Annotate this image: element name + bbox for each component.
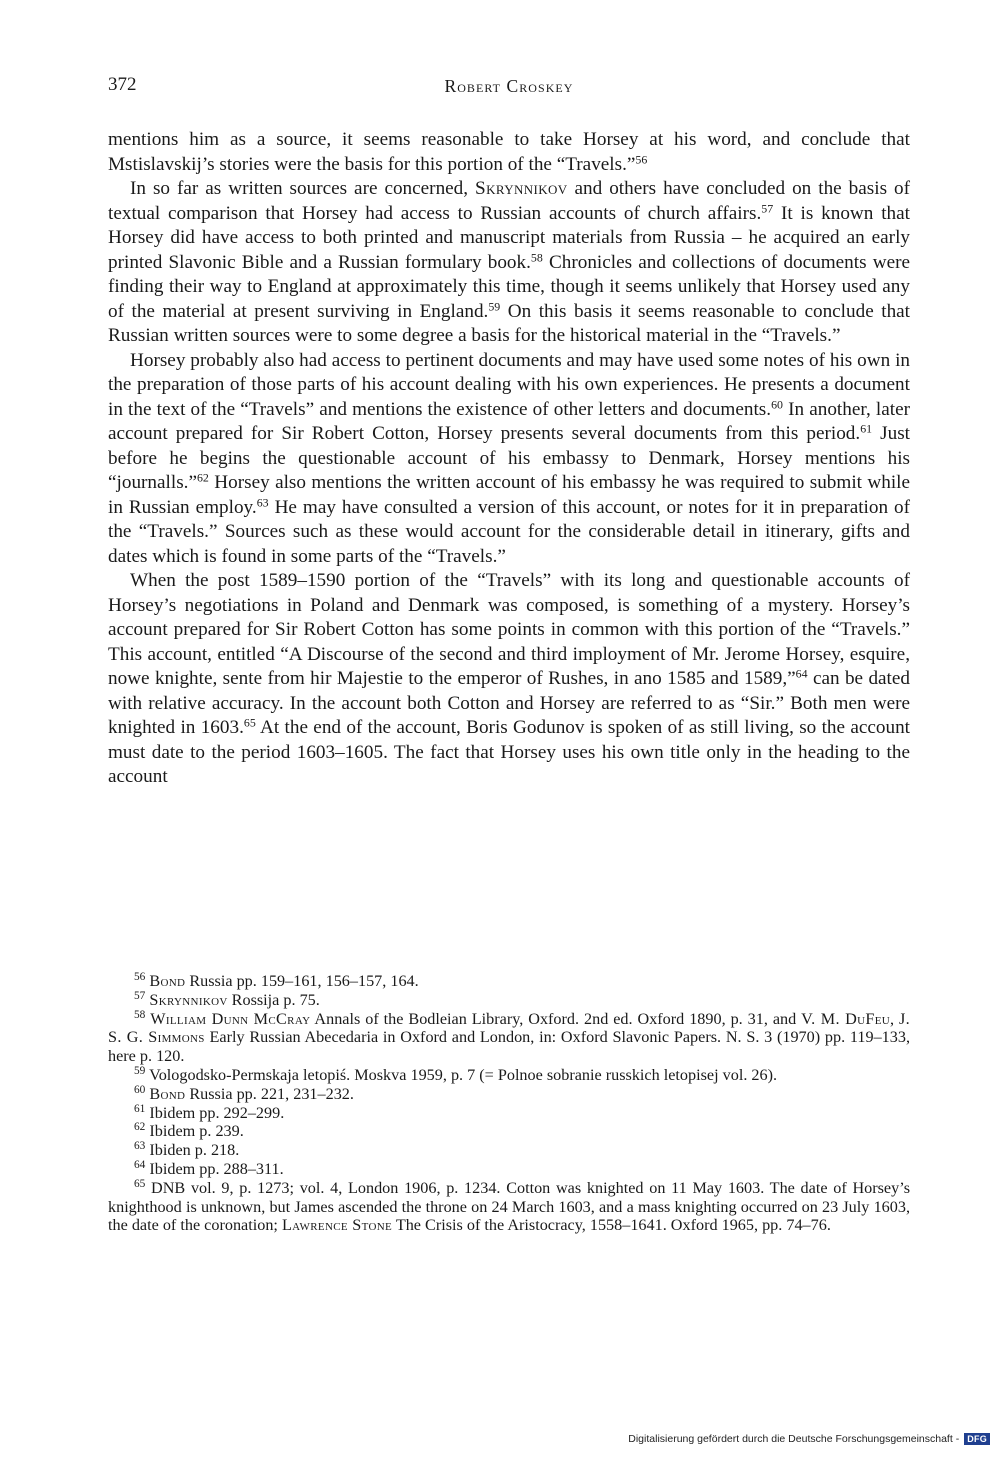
text-run: Russia pp. 159–161, 156–157, 164.	[185, 972, 419, 990]
text-run: Ibiden p. 218.	[149, 1141, 240, 1160]
footnotes	[108, 972, 910, 1235]
footnote-number: 56	[134, 970, 146, 983]
footnote-ref: 61	[860, 421, 873, 436]
footnote-number: 64	[134, 1158, 146, 1171]
footnote	[108, 1066, 910, 1085]
running-header	[108, 74, 910, 104]
text-run: Horsey also mentions the written account of his embassy he was required to submit while in Russian employ.	[108, 472, 910, 518]
text-run: Just before he begins the questionable account of his embassy to Denmark, Horsey mentions his “journalls.”	[108, 423, 911, 493]
footnote	[108, 1122, 910, 1141]
footnote-ref: 62	[196, 470, 209, 485]
running-head-title: Robert Croskey	[444, 76, 574, 96]
footnote-ref: 57	[761, 200, 774, 215]
text-run: It is known that Horsey did have access to both printed and manuscript materials from Russia – he acquired an early printed Slavonic Bible and a Russian formulary book.	[108, 202, 910, 273]
footnote-number: 57	[134, 989, 146, 1002]
text-run: Vologodsko-Permskaja letopiś. Moskva 1959, p. 7 (= Polnoe sobranie russkich letopisej vol. 26).	[149, 1065, 778, 1084]
footnote	[108, 1104, 910, 1123]
footnote-ref: 60	[771, 396, 783, 411]
paragraph	[108, 177, 910, 349]
footnote-number: 58	[134, 1008, 146, 1021]
text-run: Horsey probably also had access to pertinent documents and may have used some notes of his own in the preparation of those parts of his account dealing with his own experiences. He presents a document in the text of the “Travels” and mentions the existence of other letters and documents.	[108, 349, 910, 420]
text-run: Ibidem pp. 288–311.	[149, 1159, 284, 1178]
text-run: On this basis it seems reasonable to conclude that Russian written sources were to some degree a basis for the historical material in the “Travels.”	[108, 300, 911, 346]
footnote	[108, 1010, 910, 1066]
paragraph	[108, 128, 910, 177]
text-run: At the end of the account, Boris Godunov is spoken of as still living, so the account must date to the period 1603–1605. The fact that Horsey uses his own title only in the heading to the account	[108, 717, 910, 787]
page-number: 372	[108, 74, 137, 95]
text-run: Rossija p. 75.	[227, 990, 320, 1009]
text-run: The Crisis of the Aristocracy, 1558–1641. Oxford 1965, pp. 74–76.	[392, 1216, 831, 1235]
text-run: DNB vol. 9, p. 1273; vol. 4, London 1906, p. 1234. Cotton was knighted on 11 May 1603. The date of Horsey’s knighthood is unknown, but James ascended the throne on 24 March 1603, and a mass knighting occurred on 23 July 1603, the date of the coronation;	[108, 1178, 910, 1235]
footnote-ref: 64	[795, 666, 808, 681]
text-run: ,	[890, 1009, 900, 1028]
author-name: J. S. G. Simmons	[108, 1009, 911, 1047]
footnote-ref: 63	[256, 494, 269, 509]
author-name: V. M. DuFeu	[801, 1009, 891, 1028]
author-name: Bond	[149, 972, 186, 990]
text-run: Russia pp. 221, 231–232.	[185, 1084, 354, 1103]
footnote	[108, 972, 910, 991]
footnote-number: 65	[134, 1177, 146, 1190]
text-run: In another, later account prepared for Sir Robert Cotton, Horsey presents several documents from this period.	[108, 398, 910, 444]
text-run: can be dated with relative accuracy. In the account both Cotton and Horsey are referred to as “Sir.” Both men were knighted in 1603.	[108, 668, 910, 738]
author-name: Bond	[149, 1084, 186, 1103]
footnote	[108, 1141, 910, 1160]
text-run: Early Russian Abecedaria in Oxford and London, in: Oxford Slavonic Papers. N. S. 3 (1970) pp. 119–133, here p. 120.	[108, 1028, 910, 1066]
text-run: Ibidem p. 239.	[149, 1122, 244, 1141]
text-run: and others have concluded on the basis of textual comparison that Horsey had access to Russian accounts of church affairs.	[108, 178, 910, 224]
footnote-number: 62	[134, 1121, 146, 1134]
digitization-note: Digitalisierung gefördert durch die Deutsche Forschungsgemeinschaft -	[628, 1433, 960, 1445]
footnote-number: 61	[134, 1102, 146, 1115]
footnote-number: 59	[134, 1064, 146, 1077]
author-name: Lawrence Stone	[281, 1216, 393, 1235]
author-name: Skrynnikov	[475, 178, 568, 199]
footnote-ref: 59	[488, 298, 501, 313]
author-name: William Dunn McCray	[150, 1009, 311, 1028]
author-name: Skrynnikov	[149, 990, 228, 1009]
footnote	[108, 991, 910, 1010]
text-run: He may have consulted a version of this account, or notes for it in preparation of the “Travels.” Sources such as these would account for the considerable detail in itinerary, gifts and dates which is found in some parts of the “Travels.”	[108, 496, 911, 567]
footnote	[108, 1085, 910, 1104]
digitization-footer	[628, 1433, 990, 1445]
text-run: In so far as written sources are concerned,	[130, 178, 476, 199]
footnote-ref: 58	[530, 249, 543, 264]
paragraph	[108, 349, 910, 570]
footnote	[108, 1160, 910, 1179]
footnote-ref: 56	[635, 151, 648, 166]
footnote	[108, 1179, 910, 1235]
body-text	[108, 128, 910, 790]
footnote-ref: 65	[243, 715, 256, 730]
dfg-logo: DFG	[964, 1433, 990, 1445]
footnote-number: 63	[134, 1139, 146, 1152]
text-run: Annals of the Bodleian Library, Oxford. 2nd ed. Oxford 1890, p. 31, and	[310, 1009, 802, 1028]
footnote-number: 60	[134, 1083, 146, 1096]
text-run: mentions him as a source, it seems reasonable to take Horsey at his word, and conclude that Mstislavskij’s stories were the basis for this portion of the “Travels.”	[108, 129, 910, 175]
paragraph	[108, 569, 910, 790]
text-run: When the post 1589–1590 portion of the “Travels” with its long and questionable accounts of Horsey’s negotiations in Poland and Denmark was composed, is something of a mystery. Horsey’s account prepared for Sir Robert Cotton has some points in common with this portion of the “Travels.” This account, entitled “A Discourse of the second and third imployment of Mr. Jerome Horsey, esquire, nowe knighte, sente from hir Majestie to the emperor of Rushes, in ano 1585 and 1589,”	[108, 570, 910, 689]
text-run: Chronicles and collections of documents were finding their way to England at approximately this time, though it seems unlikely that Horsey used any of the material at present surviving in England.	[108, 251, 910, 322]
text-run: Ibidem pp. 292–299.	[149, 1103, 285, 1122]
